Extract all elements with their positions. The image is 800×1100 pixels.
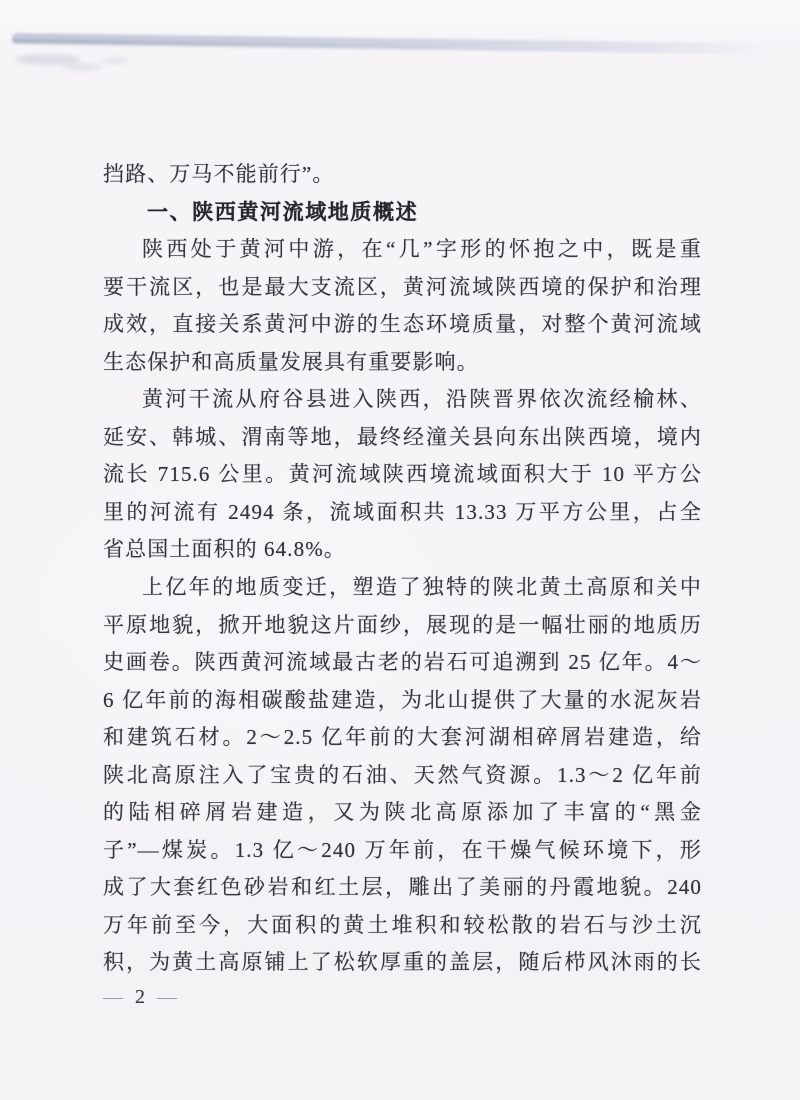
body-line: 平原地貌，掀开地貌这片面纱，展现的是一幅壮丽的地质历 (103, 612, 702, 637)
body-line: 积，为黄土高原铺上了松软厚重的盖层，随后栉风沐雨的长 (103, 950, 702, 975)
body-line: 要干流区，也是最大支流区，黄河流域陕西境的保护和治理 (103, 274, 702, 299)
page-footer (103, 983, 177, 1011)
body-line: 陕西处于黄河中游，在“几”字形的怀抱之中，既是重 (142, 237, 702, 262)
body-line: 挡路、万马不能前行”。 (103, 162, 335, 186)
footer-dash-right: — (157, 986, 177, 1008)
body-line: 省总国土面积的 64.8%。 (103, 537, 346, 562)
page-number: 2 (135, 986, 145, 1008)
body-line: 子”—煤炭。1.3 亿～240 万年前，在干燥气候环境下，形 (103, 837, 702, 862)
scan-smudge-artifact (12, 33, 768, 55)
body-line: 陕北高原注入了宝贵的石油、天然气资源。1.3～2 亿年前 (103, 762, 702, 787)
body-line: 里的河流有 2494 条，流域面积共 13.33 万平方公里，占全 (103, 499, 702, 524)
body-line: 延安、韩城、渭南等地，最终经潼关县向东出陕西境，境内 (103, 424, 702, 449)
footer-dash-left: — (103, 986, 123, 1008)
document-text (103, 156, 702, 982)
scan-speckle (62, 63, 102, 71)
body-line: 生态保护和高质量发展具有重要影响。 (103, 349, 479, 374)
body-line: 流长 715.6 公里。黄河流域陕西境流域面积大于 10 平方公 (103, 462, 702, 487)
scan-speckle (102, 57, 128, 64)
body-line: 万年前至今，大面积的黄土堆积和较松散的岩石与沙土沉 (103, 912, 702, 937)
body-line: 和建筑石材。2～2.5 亿年前的大套河湖相碎屑岩建造，给 (103, 725, 702, 750)
body-line: 成了大套红色砂岩和红土层，雕出了美丽的丹霞地貌。240 (103, 875, 702, 900)
body-line: 黄河干流从府谷县进入陕西，沿陕晋界依次流经榆林、 (142, 387, 702, 412)
body-line: 的陆相碎屑岩建造，又为陕北高原添加了丰富的“黑金 (103, 800, 702, 825)
body-line: 史画卷。陕西黄河流域最古老的岩石可追溯到 25 亿年。4～ (103, 650, 702, 675)
body-line: 成效，直接关系黄河中游的生态环境质量，对整个黄河流域 (103, 312, 702, 337)
body-line: 6 亿年前的海相碳酸盐建造，为北山提供了大量的水泥灰岩 (103, 687, 702, 712)
section-heading: 一、陕西黄河流域地质概述 (147, 200, 419, 224)
body-line: 上亿年的地质变迁，塑造了独特的陕北黄土高原和关中 (142, 575, 702, 600)
